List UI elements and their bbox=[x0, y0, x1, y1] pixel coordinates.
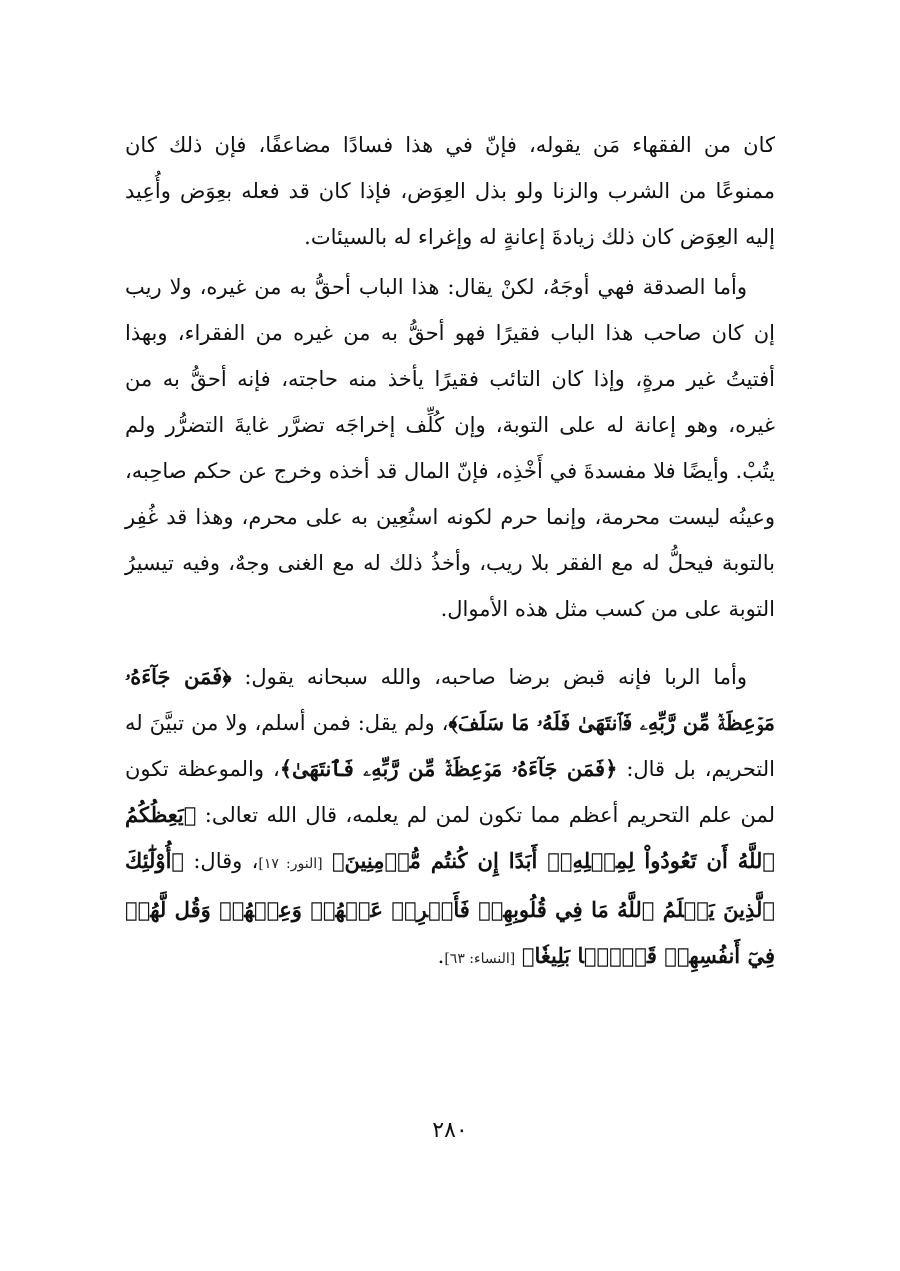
page-body bbox=[125, 122, 775, 982]
quran-verse-3: ﴿يَعِظُكُمُ ٱللَّهُ أَن تَعُودُواْ لِمِثۡلِهِۦٓ أَبَدًا إِن كُنتُم مُّؤۡمِنِينَ﴾ bbox=[125, 802, 775, 873]
quran-verse-4: ﴿أُوْلَٰٓئِكَ ٱلَّذِينَ يَعۡلَمُ ٱللَّهُ مَا فِي قُلُوبِهِمۡ فَأَعۡرِضۡ عَنۡهُمۡ وَعِظۡهُمۡ وَقُل لَّهُمۡ فِيٓ أَنفُسِهِمۡ قَوۡلَۢا بَلِيغٗا﴾ bbox=[125, 848, 775, 968]
paragraph-2: وأما الصدقة فهي أوجَهُ، لكنْ يقال: هذا الباب أحقُّ به من غيره، ولا ريب إن كان صاحب هذا الباب فقيرًا فهو أحقُّ به من غيره من الفقراء، وبهذا أفتيتُ غير مرةٍ، وإذا كان التائب فقيرًا يأخذ منه حاجته، فإنه أحقُّ به من غيره، وهو إعانة له على التوبة، وإن كُلِّف إخراجَه تضرَّر غايةَ التضرُّر ولم يتُبْ. وأيضًا فلا مفسدةَ في أَخْذِه، فإنّ المال قد أخذه وخرج عن حكم صاحِبه، وعينُه ليست محرمة، وإنما حرم لكونه استُعِين به على محرم، وهذا قد غُفِر بالتوبة فيحلُّ له مع الفقر بلا ريب، وأخذُ ذلك له مع الغنى وجهٌ، وفيه تيسيرُ التوبة على من كسب مثل هذه الأموال. bbox=[125, 275, 775, 621]
paragraph-3-text-1: وأما الربا فإنه قبض برضا صاحبه، والله سبحانه يقول: bbox=[231, 665, 747, 689]
paragraph-3-text-2: ، ولم يقل: فمن أسلم، ولا من تبيَّنَ له التحريم، بل قال: bbox=[125, 711, 776, 781]
quran-verse-2: ﴿فَمَن جَآءَهُۥ مَوۡعِظَةٞ مِّن رَّبِّهِۦ فَٱنتَهَىٰ﴾ bbox=[279, 756, 618, 781]
paragraph-3-text-5: . bbox=[437, 944, 445, 968]
quran-verse-1: ﴿فَمَن جَآءَهُۥ مَوۡعِظَةٞ مِّن رَّبِّهِۦ فَٱنتَهَىٰ فَلَهُۥ مَا سَلَفَ﴾ bbox=[125, 664, 775, 735]
paragraph-3 bbox=[125, 654, 775, 982]
paragraph-1: كان من الفقهاء مَن يقوله، فإنّ في هذا فسادًا مضاعفًا، فإن ذلك كان ممنوعًا من الشرب والزنا ولو بذل العِوَض، فإذا كان قد فعله بعِوَض وأُعِيد إليه العِوَض كان ذلك زيادةَ إعانةٍ له وإغراء له بالسيئات. bbox=[125, 133, 775, 249]
verse-reference-2: [النساء: ٦٣] bbox=[444, 951, 516, 967]
page-number: ٢٨٠ bbox=[432, 1118, 468, 1143]
paragraph-3-text-4: ، وقال: bbox=[184, 849, 259, 873]
verse-reference-1: [النور: ١٧] bbox=[258, 856, 323, 872]
paragraph-3-text-3: ، والموعظة تكون لمن علم التحريم أعظم مما تكون لمن لم يعلمه، قال الله تعالى: bbox=[125, 757, 775, 827]
